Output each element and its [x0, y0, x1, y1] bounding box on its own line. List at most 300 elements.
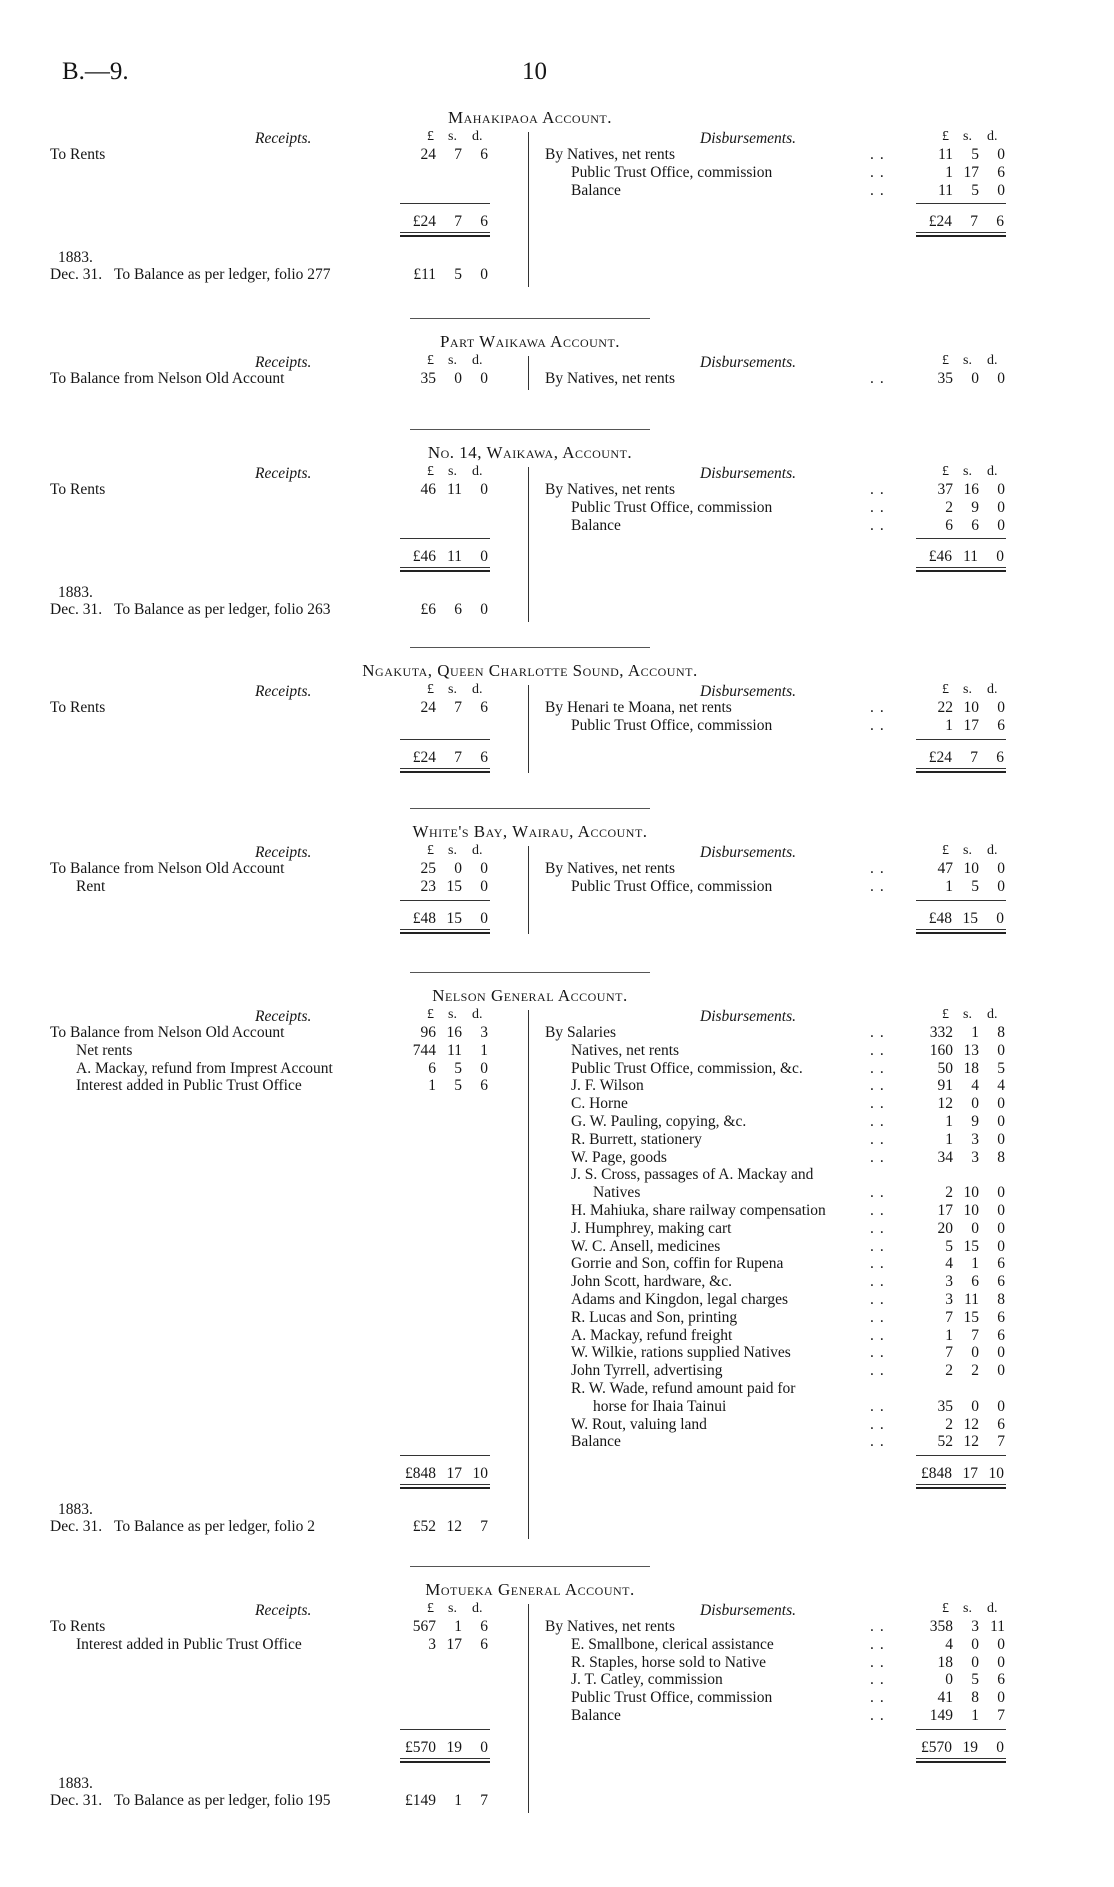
leader-dots: .. [870, 1653, 890, 1671]
pound-sign: £ [427, 1601, 434, 1616]
receipt-label: To Rents [50, 1618, 106, 1635]
disbursement-label: Public Trust Office, commission [571, 716, 773, 734]
disbursement-amount [925, 1131, 1005, 1149]
account-title: No. 14, Waikawa, Account. [427, 443, 633, 462]
leader-dots: .. [870, 1095, 890, 1113]
receipt-label: Interest added in Public Trust Office [76, 1077, 302, 1095]
leader-dots: .. [870, 163, 890, 181]
pounds: 24 [420, 146, 436, 163]
shilling-sign: s. [448, 1601, 457, 1616]
disbursement-amount [925, 878, 1005, 896]
pence: 6 [997, 1255, 1005, 1273]
shillings: 16 [963, 481, 979, 498]
double-rule [400, 232, 490, 237]
shillings: 15 [963, 1237, 979, 1255]
pounds: 3 [945, 1273, 953, 1291]
pence: 0 [997, 1397, 1005, 1415]
pence: 6 [997, 1308, 1005, 1326]
disbursement-label: C. Horne [571, 1095, 628, 1113]
disbursement-label: A. Mackay, refund freight [571, 1326, 733, 1344]
disbursement-amount [925, 182, 1005, 200]
shillings: 0 [971, 1095, 979, 1113]
balance-label: To Balance as per ledger, folio 277 [114, 266, 331, 284]
column-divider [528, 132, 529, 287]
leader-dots: .. [870, 481, 890, 498]
disbursement-amount [925, 1362, 1005, 1380]
pence-sign: d. [987, 682, 998, 697]
disbursements-caption: Disbursements. [700, 354, 797, 371]
shilling-sign: s. [448, 1007, 457, 1022]
rule-above-total [400, 1729, 490, 1730]
shillings: 5 [454, 1077, 462, 1095]
pounds: 11 [938, 181, 953, 199]
leader-dots: .. [870, 1291, 890, 1308]
pence: 6 [997, 716, 1005, 734]
shillings: 10 [963, 1184, 979, 1202]
shillings: 4 [971, 1077, 979, 1095]
pounds: 3 [428, 1635, 436, 1653]
double-rule [916, 768, 1006, 773]
pound-sign: £ [942, 843, 949, 858]
disbursement-label: Public Trust Office, commission [571, 1689, 773, 1707]
pence-sign: d. [987, 1601, 998, 1616]
pounds: £48 [412, 909, 436, 927]
disbursement-label: R. W. Wade, refund amount paid for [571, 1380, 796, 1397]
disbursement-label: W. Wilkie, rations supplied Natives [571, 1344, 791, 1362]
receipt-amount [408, 370, 488, 388]
shillings: 3 [971, 1130, 979, 1148]
balance-year: 1883. [58, 249, 93, 267]
disbursement-amount [925, 1273, 1005, 1291]
shillings: 5 [971, 1671, 979, 1689]
pound-sign: £ [942, 464, 949, 479]
disbursement-label: horse for Ihaia Tainui [593, 1397, 727, 1415]
double-rule [916, 232, 1006, 237]
disbursement-amount [925, 1291, 1005, 1309]
pounds: 35 [420, 370, 436, 387]
pounds: 24 [420, 699, 436, 716]
page-number: 10 [522, 58, 547, 85]
pounds: 567 [412, 1618, 436, 1635]
leader-dots: .. [870, 1059, 890, 1077]
separator-rule [410, 1566, 650, 1567]
pounds: 41 [937, 1689, 953, 1707]
receipt-amount [408, 1042, 488, 1060]
pounds: 5 [945, 1237, 953, 1255]
receipt-label: To Balance from Nelson Old Account [50, 370, 285, 387]
balance-label: To Balance as per ledger, folio 195 [114, 1791, 331, 1809]
disbursement-label: H. Mahiuka, share railway compensation [571, 1202, 826, 1219]
pence: 0 [997, 1689, 1005, 1707]
shilling-sign: s. [963, 353, 972, 368]
pence: 0 [997, 1202, 1005, 1219]
pence: 3 [480, 1024, 488, 1041]
shillings: 17 [446, 1635, 462, 1653]
receipt-amount [408, 1024, 488, 1042]
disbursement-amount [925, 1398, 1005, 1416]
pence-sign: d. [472, 464, 483, 479]
receipt-label: Rent [76, 877, 106, 895]
leader-dots: .. [870, 1326, 890, 1344]
disbursement-amount [925, 1184, 1005, 1202]
double-rule [400, 1484, 490, 1489]
pounds: 1 [945, 1113, 953, 1130]
leader-dots: .. [870, 1255, 890, 1273]
double-rule [916, 1484, 1006, 1489]
pence: 0 [480, 370, 488, 387]
disbursement-label: Adams and Kingdon, legal charges [571, 1291, 789, 1308]
pounds: 50 [937, 1059, 953, 1077]
balance-amount [405, 1791, 488, 1810]
double-rule [400, 567, 490, 572]
pence-sign: d. [987, 129, 998, 144]
shillings: 7 [970, 213, 978, 231]
disbursement-label: J. F. Wilson [571, 1077, 644, 1095]
disbursement-amount [925, 1309, 1005, 1327]
receipts-caption: Receipts. [255, 130, 312, 147]
pence: 8 [997, 1291, 1005, 1308]
shillings: 10 [963, 860, 979, 877]
separator-rule [410, 647, 650, 648]
rule-above-total [916, 203, 1006, 204]
shillings: 7 [971, 1326, 979, 1344]
shillings: 15 [446, 909, 462, 927]
shilling-sign: s. [963, 1601, 972, 1616]
shillings: 5 [971, 146, 979, 163]
shillings: 8 [971, 1689, 979, 1707]
shillings: 5 [454, 266, 462, 284]
shillings: 15 [962, 909, 978, 927]
pound-sign: £ [427, 682, 434, 697]
disbursement-label: W. Rout, valuing land [571, 1415, 707, 1433]
disbursement-label: R. Lucas and Son, printing [571, 1308, 738, 1326]
total-amount [405, 1737, 488, 1756]
rule-above-total [916, 739, 1006, 740]
pence: 5 [997, 1059, 1005, 1077]
disbursement-amount [925, 517, 1005, 535]
receipts-caption: Receipts. [255, 354, 312, 371]
pence: 0 [997, 699, 1005, 716]
shillings: 12 [963, 1433, 979, 1451]
shillings: 0 [971, 1653, 979, 1671]
pounds: £48 [928, 909, 952, 927]
pence: 0 [997, 370, 1005, 387]
shillings: 15 [446, 877, 462, 895]
shillings: 10 [963, 1202, 979, 1219]
pence: 0 [997, 1237, 1005, 1255]
rule-above-total [916, 900, 1006, 901]
pounds: 91 [937, 1077, 953, 1095]
pence-sign: d. [472, 682, 483, 697]
leader-dots: .. [870, 1397, 890, 1415]
receipt-label: To Rents [50, 699, 106, 716]
pence: 4 [997, 1077, 1005, 1095]
account-title: Part Waikawa Account. [439, 332, 621, 351]
pounds: £149 [405, 1791, 436, 1809]
pounds: 20 [937, 1219, 953, 1237]
leader-dots: .. [870, 1362, 890, 1380]
total-amount [924, 211, 1004, 229]
balance-date: Dec. 31. [50, 1791, 103, 1809]
disbursement-amount [925, 1433, 1005, 1451]
pounds: 2 [945, 1362, 953, 1380]
shillings: 0 [454, 370, 462, 387]
pounds: 7 [945, 1308, 953, 1326]
balance-amount [408, 601, 488, 619]
pounds: 96 [420, 1024, 436, 1041]
double-rule [916, 1758, 1006, 1763]
leader-dots: .. [870, 146, 890, 163]
shillings: 0 [971, 1344, 979, 1362]
receipt-label: To Rents [50, 481, 106, 498]
pence: 0 [480, 860, 488, 877]
pound-sign: £ [427, 464, 434, 479]
receipt-label: Net rents [76, 1041, 133, 1059]
pence: 0 [997, 1635, 1005, 1653]
total-amount [408, 546, 488, 564]
pounds: 1 [945, 163, 953, 181]
pounds: 17 [937, 1202, 953, 1219]
disbursements-total [916, 745, 1006, 767]
leader-dots: .. [870, 1635, 890, 1653]
pounds: 1 [945, 877, 953, 895]
pounds: £24 [412, 213, 436, 231]
leader-dots: .. [870, 498, 890, 516]
disbursement-label: By Natives, net rents [545, 860, 676, 877]
disbursement-label: Public Trust Office, commission [571, 498, 773, 516]
pounds: 22 [937, 699, 953, 716]
pounds: 160 [929, 1041, 953, 1059]
disbursement-label: By Salaries [545, 1024, 617, 1041]
pence: 6 [480, 699, 488, 716]
leader-dots: .. [870, 1433, 890, 1451]
pounds: £46 [928, 548, 952, 566]
column-divider [528, 1604, 529, 1813]
disbursement-amount [925, 499, 1005, 517]
pence: 0 [997, 146, 1005, 163]
shillings: 6 [454, 601, 462, 619]
pence: 0 [997, 181, 1005, 199]
pound-sign: £ [942, 682, 949, 697]
disbursement-label: G. W. Pauling, copying, &c. [571, 1113, 747, 1130]
pence: 0 [997, 1653, 1005, 1671]
leader-dots: .. [870, 716, 890, 734]
receipts-total [400, 544, 490, 566]
leader-dots: .. [870, 1184, 890, 1202]
pounds: 0 [945, 1671, 953, 1689]
disbursement-label: John Tyrrell, advertising [571, 1362, 723, 1380]
pence: 0 [480, 1059, 488, 1077]
pence: 0 [480, 877, 488, 895]
shillings: 17 [963, 163, 979, 181]
pence: 11 [990, 1618, 1005, 1635]
shillings: 3 [971, 1618, 979, 1635]
page-code: B.—9. [62, 58, 129, 85]
pence: 0 [996, 909, 1004, 927]
shillings: 10 [963, 699, 979, 716]
receipt-label: To Balance from Nelson Old Account [50, 1024, 285, 1041]
pence: 0 [996, 548, 1004, 566]
pence: 6 [480, 1077, 488, 1095]
shilling-sign: s. [963, 1007, 972, 1022]
receipts-caption: Receipts. [255, 1602, 312, 1619]
pence: 6 [997, 163, 1005, 181]
pence: 7 [997, 1707, 1005, 1724]
pound-sign: £ [942, 353, 949, 368]
shillings: 19 [962, 1738, 978, 1756]
pence-sign: d. [987, 464, 998, 479]
disbursement-label: Balance [571, 516, 621, 534]
disbursement-amount [925, 1416, 1005, 1434]
pence: 7 [480, 1791, 488, 1809]
disbursement-label: By Henari te Moana, net rents [545, 699, 732, 716]
pence-sign: d. [987, 1007, 998, 1022]
shillings: 11 [447, 481, 462, 498]
shillings: 5 [971, 877, 979, 895]
pence: 6 [480, 213, 488, 231]
disbursement-amount [925, 1618, 1005, 1636]
shillings: 0 [971, 370, 979, 387]
shillings: 17 [963, 716, 979, 734]
disbursement-amount [925, 1095, 1005, 1113]
rule-above-total [400, 739, 490, 740]
leader-dots: .. [870, 1689, 890, 1707]
leader-dots: .. [870, 516, 890, 534]
disbursements-total [916, 906, 1006, 928]
leader-dots: .. [870, 699, 890, 716]
leader-dots: .. [870, 1618, 890, 1635]
total-amount [924, 546, 1004, 564]
total-amount [924, 908, 1004, 926]
disbursement-amount [925, 370, 1005, 388]
disbursement-amount [925, 1202, 1005, 1220]
leader-dots: .. [870, 860, 890, 877]
disbursements-caption: Disbursements. [700, 465, 797, 482]
pounds: £6 [420, 601, 436, 619]
leader-dots: .. [870, 1113, 890, 1130]
leader-dots: .. [870, 1707, 890, 1724]
balance-label: To Balance as per ledger, folio 2 [114, 1518, 316, 1536]
pence: 6 [997, 1415, 1005, 1433]
pence: 0 [480, 909, 488, 927]
disbursement-label: By Natives, net rents [545, 146, 676, 163]
receipt-amount [408, 146, 488, 164]
balance-date: Dec. 31. [50, 266, 103, 284]
shillings: 5 [454, 1059, 462, 1077]
pounds: £24 [928, 748, 952, 766]
shillings: 7 [454, 699, 462, 716]
pence: 7 [997, 1433, 1005, 1451]
shillings: 1 [454, 1618, 462, 1635]
shillings: 1 [971, 1707, 979, 1724]
shilling-sign: s. [963, 464, 972, 479]
disbursement-amount [925, 1707, 1005, 1725]
pounds: 37 [937, 481, 953, 498]
rule-above-total [400, 900, 490, 901]
receipt-amount [408, 1636, 488, 1654]
pence: 10 [988, 1465, 1004, 1483]
pounds: 6 [945, 516, 953, 534]
separator-rule [410, 429, 650, 430]
pence: 0 [480, 601, 488, 619]
pounds: 358 [929, 1618, 953, 1635]
account-title: Motueka General Account. [425, 1580, 635, 1599]
pounds: 23 [420, 877, 436, 895]
disbursement-label: By Natives, net rents [545, 481, 676, 498]
pence: 0 [996, 1738, 1004, 1756]
disbursement-label: Public Trust Office, commission [571, 163, 773, 181]
pence-sign: d. [987, 843, 998, 858]
pounds: 12 [937, 1095, 953, 1113]
pence: 0 [997, 516, 1005, 534]
shillings: 0 [971, 1219, 979, 1237]
shillings: 2 [971, 1362, 979, 1380]
shillings: 18 [963, 1059, 979, 1077]
rule-above-total [916, 538, 1006, 539]
pence-sign: d. [472, 353, 483, 368]
disbursements-total [916, 544, 1006, 566]
disbursements-caption: Disbursements. [700, 1008, 797, 1025]
pounds: 25 [420, 860, 436, 877]
double-rule [916, 567, 1006, 572]
total-amount [921, 1463, 1004, 1483]
pence: 0 [997, 1344, 1005, 1362]
shillings: 17 [446, 1465, 462, 1483]
pence: 0 [480, 1738, 488, 1756]
separator-rule [410, 318, 650, 319]
pounds: 1 [945, 1326, 953, 1344]
leader-dots: .. [870, 1273, 890, 1291]
shillings: 7 [970, 748, 978, 766]
shilling-sign: s. [448, 843, 457, 858]
pounds: 149 [929, 1707, 953, 1724]
disbursement-amount [925, 481, 1005, 499]
rule-above-total [400, 203, 490, 204]
pound-sign: £ [427, 129, 434, 144]
pence: 10 [472, 1465, 488, 1483]
disbursement-amount [925, 1024, 1005, 1042]
disbursement-label: R. Staples, horse sold to Native [571, 1653, 767, 1671]
pounds: 3 [945, 1291, 953, 1308]
pounds: 34 [937, 1148, 953, 1166]
receipt-label: To Rents [50, 146, 106, 163]
disbursement-label: J. T. Catley, commission [571, 1671, 723, 1689]
pounds: 18 [937, 1653, 953, 1671]
pounds: £24 [412, 748, 436, 766]
shillings: 5 [971, 181, 979, 199]
pounds: 35 [937, 370, 953, 387]
pence: 0 [997, 1219, 1005, 1237]
leader-dots: .. [870, 1671, 890, 1689]
pence-sign: d. [472, 843, 483, 858]
pence: 0 [997, 1184, 1005, 1202]
pence: 0 [997, 860, 1005, 877]
pence: 6 [480, 1618, 488, 1635]
disbursement-amount [925, 1060, 1005, 1078]
disbursement-amount [925, 1042, 1005, 1060]
disbursements-caption: Disbursements. [700, 130, 797, 147]
shillings: 1 [454, 1791, 462, 1809]
pounds: £570 [405, 1738, 436, 1756]
total-amount [924, 747, 1004, 765]
disbursements-caption: Disbursements. [700, 844, 797, 861]
pounds: £52 [412, 1518, 436, 1536]
shilling-sign: s. [963, 129, 972, 144]
pounds: 11 [938, 146, 953, 163]
receipts-total [400, 745, 490, 767]
shilling-sign: s. [448, 129, 457, 144]
balance-year: 1883. [58, 1501, 93, 1519]
